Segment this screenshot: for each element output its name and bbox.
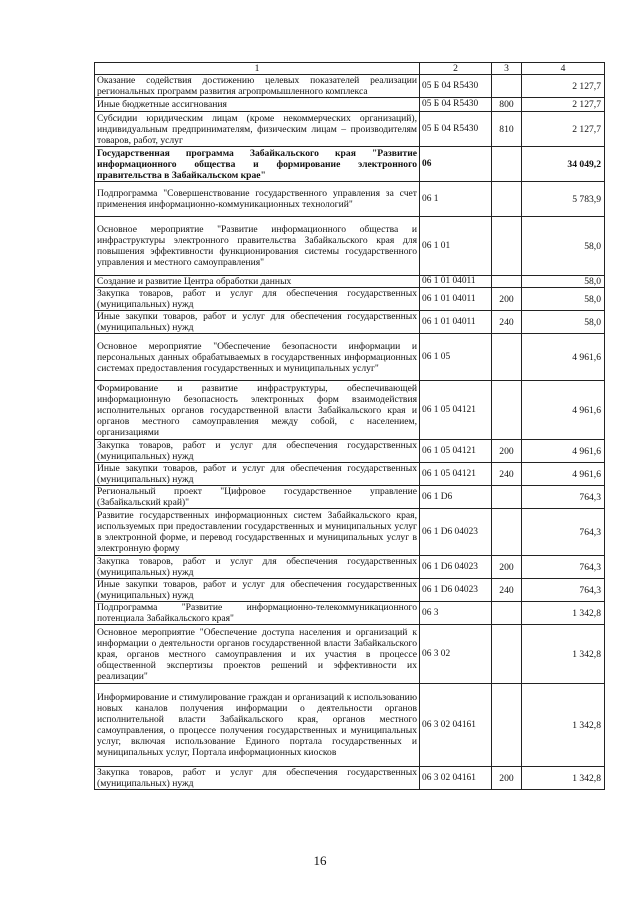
cell-code: 06 1 D6 — [420, 486, 492, 509]
cell-name: Иные закупки товаров, работ и услуг для обеспечения государственных (муниципальных) нужд — [95, 579, 420, 602]
cell-vr — [492, 276, 522, 288]
table-row — [95, 381, 605, 440]
cell-code: 06 3 02 04161 — [420, 767, 492, 790]
table-row — [95, 463, 605, 486]
cell-code: 05 Б 04 R5430 — [420, 75, 492, 98]
page-number: 16 — [313, 853, 327, 868]
cell-vr — [492, 625, 522, 684]
cell-sum: 58,0 — [522, 276, 605, 288]
cell-name: Иные закупки товаров, работ и услуг для обеспечения государственных (муниципальных) нужд — [95, 311, 420, 334]
cell-vr: 200 — [492, 767, 522, 790]
header-cell-name: 1 — [95, 63, 420, 75]
cell-code: 06 1 01 04011 — [420, 276, 492, 288]
header-cell-sum: 4 — [522, 63, 605, 75]
table-row — [95, 276, 605, 288]
cell-sum: 4 961,6 — [522, 463, 605, 486]
table-row — [95, 217, 605, 276]
cell-name: Закупка товаров, работ и услуг для обеспечения государственных (муниципальных) нужд — [95, 556, 420, 579]
cell-vr — [492, 509, 522, 556]
cell-vr: 240 — [492, 579, 522, 602]
cell-name: Формирование и развитие инфраструктуры, обеспечивающей информационную безопасность электронных форм взаимодействия исполнительных органов государственной власти Забайкальского края и органов местного самоуправления между собой, с населением, организациями — [95, 381, 420, 440]
cell-vr — [492, 182, 522, 217]
table-row — [95, 509, 605, 556]
cell-sum: 4 961,6 — [522, 440, 605, 463]
table-row — [95, 684, 605, 767]
cell-code: 06 1 D6 04023 — [420, 556, 492, 579]
table-row — [95, 112, 605, 147]
cell-name: Иные закупки товаров, работ и услуг для обеспечения государственных (муниципальных) нужд — [95, 463, 420, 486]
cell-code: 06 1 05 04121 — [420, 440, 492, 463]
cell-code: 06 1 01 — [420, 217, 492, 276]
cell-name: Закупка товаров, работ и услуг для обеспечения государственных (муниципальных) нужд — [95, 440, 420, 463]
cell-code: 06 — [420, 147, 492, 182]
cell-name: Закупка товаров, работ и услуг для обеспечения государственных (муниципальных) нужд — [95, 288, 420, 311]
budget-table-body — [95, 63, 605, 790]
table-row — [95, 579, 605, 602]
table-row — [95, 556, 605, 579]
cell-name: Развитие государственных информационных систем Забайкальского края, используемых при предоставлении государственных и муниципальных услуг в электронной форме, и перевод государственных и муниципальных услуг в электронную форму — [95, 509, 420, 556]
cell-code: 06 1 D6 04023 — [420, 579, 492, 602]
table-header-row — [95, 63, 605, 75]
cell-sum: 58,0 — [522, 311, 605, 334]
cell-sum: 4 961,6 — [522, 381, 605, 440]
cell-vr — [492, 602, 522, 625]
cell-name: Подпрограмма "Совершенствование государственного управления за счет применения информационно-коммуникационных технологий" — [95, 182, 420, 217]
cell-code: 06 1 05 04121 — [420, 463, 492, 486]
cell-sum: 764,3 — [522, 486, 605, 509]
cell-name: Основное мероприятие "Обеспечение безопасности информации и персональных данных обрабатываемых в государственных информационных системах предоставления государственных и муниципальных услуг" — [95, 334, 420, 381]
table-row — [95, 98, 605, 112]
cell-name: Государственная программа Забайкальского края "Развитие информационного общества и формирование электронного правительства в Забайкальском крае" — [95, 147, 420, 182]
cell-sum: 58,0 — [522, 288, 605, 311]
cell-code: 06 3 — [420, 602, 492, 625]
table-row — [95, 625, 605, 684]
cell-name: Информирование и стимулирование граждан и организаций к использованию новых каналов получения информации о деятельности органов исполнительной власти Забайкальского края, органов местного самоуправления, о процессе получения государственных и муниципальных услуг, включая использование Единого портала государственных и муниципальных услуг, Портала информационных киосков — [95, 684, 420, 767]
cell-vr — [492, 147, 522, 182]
table-row — [95, 767, 605, 790]
cell-code: 06 1 05 04121 — [420, 381, 492, 440]
cell-sum: 764,3 — [522, 579, 605, 602]
budget-table — [94, 62, 605, 790]
cell-vr: 200 — [492, 288, 522, 311]
cell-code: 06 1 D6 04023 — [420, 509, 492, 556]
table-row — [95, 486, 605, 509]
cell-sum: 34 049,2 — [522, 147, 605, 182]
table-row — [95, 288, 605, 311]
cell-name: Основное мероприятие "Развитие информационного общества и инфраструктуры электронного правительства Забайкальского края для повышения эффективности функционирования системы государственного управления и местного самоуправления" — [95, 217, 420, 276]
cell-sum: 4 961,6 — [522, 334, 605, 381]
table-row — [95, 334, 605, 381]
cell-code: 05 Б 04 R5430 — [420, 112, 492, 147]
table-row — [95, 602, 605, 625]
cell-code: 06 1 01 04011 — [420, 311, 492, 334]
cell-sum: 764,3 — [522, 509, 605, 556]
cell-code: 05 Б 04 R5430 — [420, 98, 492, 112]
table-row — [95, 147, 605, 182]
cell-sum: 2 127,7 — [522, 112, 605, 147]
cell-sum: 1 342,8 — [522, 602, 605, 625]
cell-sum: 1 342,8 — [522, 767, 605, 790]
cell-name: Оказание содействия достижению целевых показателей реализации региональных программ развития агропромышленного комплекса — [95, 75, 420, 98]
cell-vr: 240 — [492, 311, 522, 334]
cell-name: Иные бюджетные ассигнования — [95, 98, 420, 112]
cell-code: 06 1 05 — [420, 334, 492, 381]
cell-vr — [492, 217, 522, 276]
cell-sum: 58,0 — [522, 217, 605, 276]
cell-vr: 800 — [492, 98, 522, 112]
cell-name: Подпрограмма "Развитие информационно-телекоммуникационного потенциала Забайкальского края" — [95, 602, 420, 625]
cell-name: Субсидии юридическим лицам (кроме некоммерческих организаций), индивидуальным предпринимателям, физическим лицам – производителям товаров, работ, услуг — [95, 112, 420, 147]
cell-code: 06 3 02 04161 — [420, 684, 492, 767]
table-row — [95, 311, 605, 334]
header-cell-code: 2 — [420, 63, 492, 75]
cell-sum: 5 783,9 — [522, 182, 605, 217]
cell-vr — [492, 334, 522, 381]
cell-sum: 764,3 — [522, 556, 605, 579]
cell-name: Региональный проект "Цифровое государственное управление (Забайкальский край)" — [95, 486, 420, 509]
header-cell-vr: 3 — [492, 63, 522, 75]
cell-name: Основное мероприятие "Обеспечение доступа населения и организаций к информации о деятельности органов государственной власти Забайкальского края, органов местного самоуправления и их участия в процессе общественной экспертизы проектов решений и эффективности их реализации" — [95, 625, 420, 684]
cell-sum: 1 342,8 — [522, 684, 605, 767]
cell-vr: 810 — [492, 112, 522, 147]
budget-table-sheet — [94, 62, 604, 790]
table-row — [95, 182, 605, 217]
cell-code: 06 1 01 04011 — [420, 288, 492, 311]
cell-sum: 2 127,7 — [522, 75, 605, 98]
cell-vr — [492, 486, 522, 509]
cell-vr — [492, 381, 522, 440]
cell-vr — [492, 684, 522, 767]
cell-name: Создание и развитие Центра обработки данных — [95, 276, 420, 288]
cell-sum: 1 342,8 — [522, 625, 605, 684]
table-row — [95, 75, 605, 98]
cell-vr — [492, 75, 522, 98]
table-row — [95, 440, 605, 463]
cell-sum: 2 127,7 — [522, 98, 605, 112]
cell-vr: 200 — [492, 556, 522, 579]
cell-vr: 200 — [492, 440, 522, 463]
cell-code: 06 1 — [420, 182, 492, 217]
cell-name: Закупка товаров, работ и услуг для обеспечения государственных (муниципальных) нужд — [95, 767, 420, 790]
cell-code: 06 3 02 — [420, 625, 492, 684]
cell-vr: 240 — [492, 463, 522, 486]
